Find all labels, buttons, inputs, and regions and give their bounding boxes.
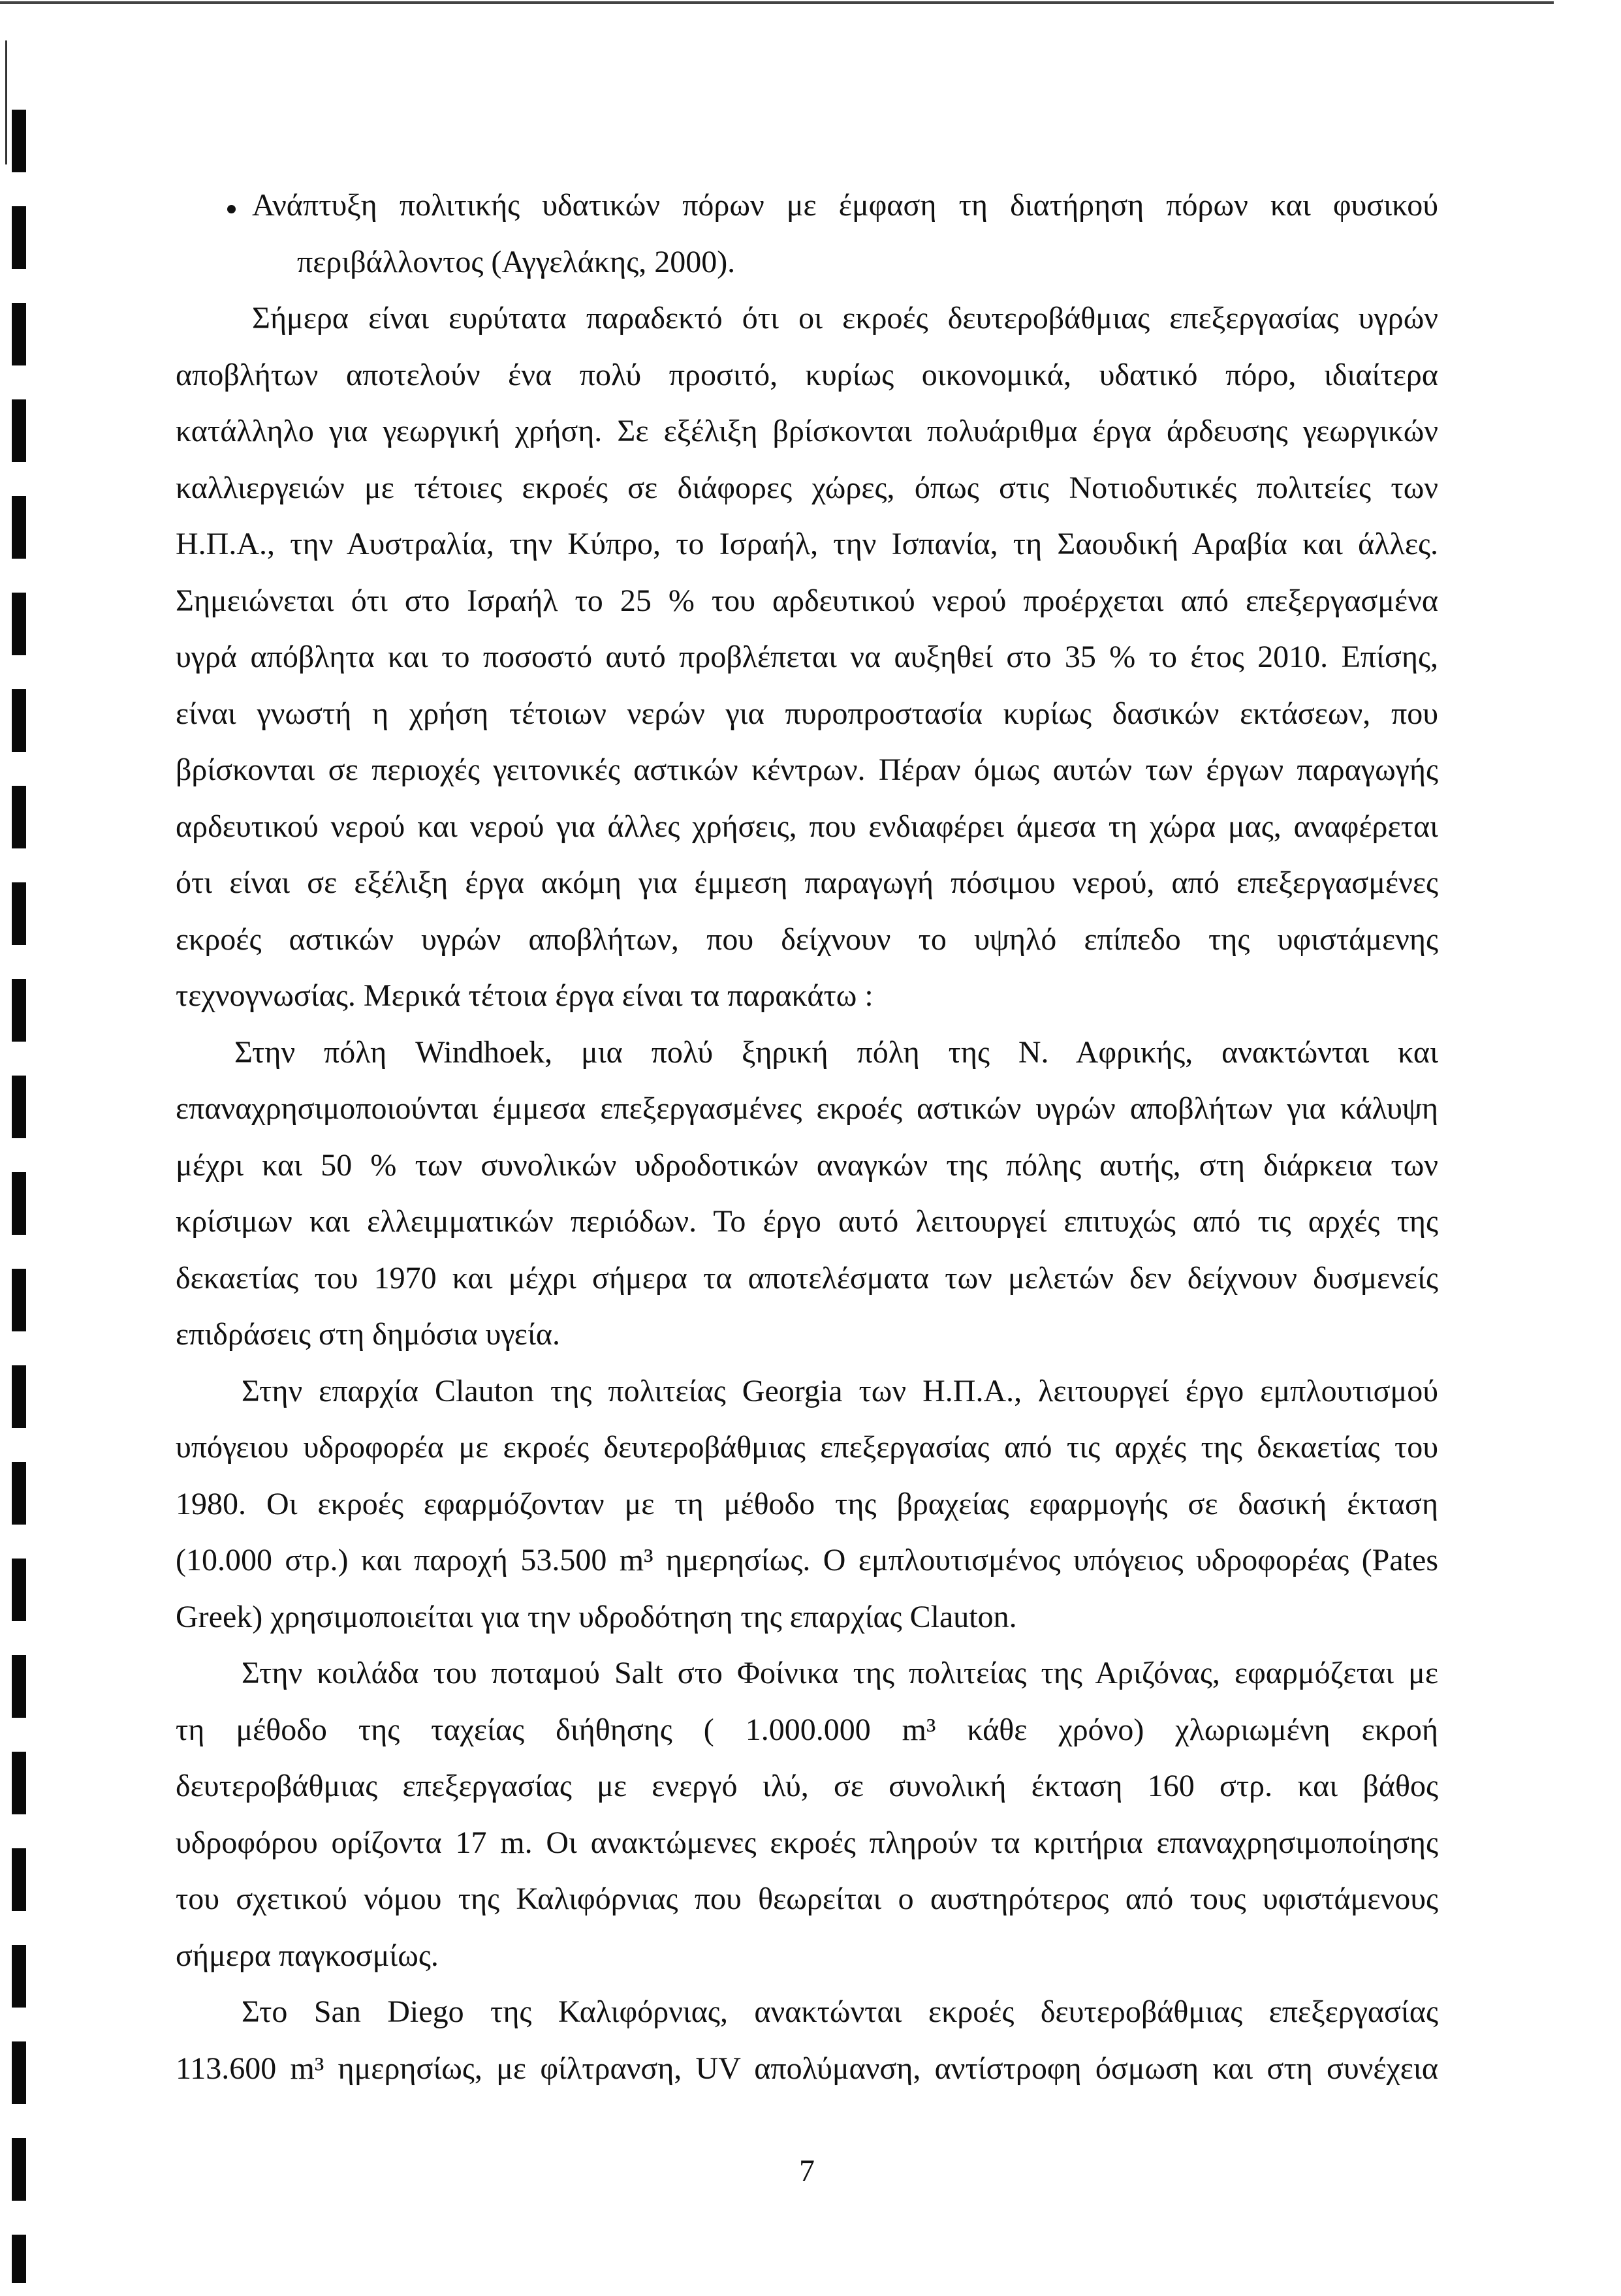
text-line: υπόγειου υδροφορέα με εκροές δευτεροβάθμιας επεξεργασίας από τις αρχές της δεκαετίας του <box>176 1430 1438 1465</box>
page-body <box>176 178 1438 2097</box>
paragraph-san-diego <box>176 1984 1438 2097</box>
paragraph-windhoek <box>176 1025 1438 1363</box>
text-line: εκροές αστικών υγρών αποβλήτων, που δείχνουν το υψηλό επίπεδο της υφιστάμενης <box>176 922 1438 957</box>
text-line: μέχρι και 50 % των συνολικών υδροδοτικών αναγκών της πόλης αυτής, στη διάρκεια των <box>176 1147 1438 1183</box>
text-line: βρίσκονται σε περιοχές γειτονικές αστικών κέντρων. Πέραν όμως αυτών των έργων παραγωγής <box>176 752 1438 787</box>
text-line: Greek) χρησιμοποιείται για την υδροδότηση της επαρχίας Clauton. <box>176 1599 1017 1634</box>
scan-binding-marks <box>12 110 26 2283</box>
page-number: 7 <box>799 2154 815 2188</box>
text-line: 113.600 m³ ημερησίως, με φίλτρανση, UV απολύμανση, αντίστροφη όσμωση και στη συνέχεια <box>176 2051 1438 2086</box>
text-line <box>252 178 1438 234</box>
text-line: Στο San Diego της Καλιφόρνιας, ανακτώνται εκροές δευτεροβάθμιας επεξεργασίας <box>242 1994 1438 2029</box>
text-line: τη μέθοδο της ταχείας διήθησης ( 1.000.000 m³ κάθε χρόνο) χλωριωμένη εκροή <box>176 1712 1438 1747</box>
text-line: του σχετικού νόμου της Καλιφόρνιας που θεωρείται ο αυστηρότερος από τους υφιστάμενους <box>176 1882 1438 1916</box>
text-line: κρίσιμων και ελλειμματικών περιόδων. Το έργο αυτό λειτουργεί επιτυχώς από τις αρχές της <box>176 1204 1438 1239</box>
text-line: Στην κοιλάδα του ποταμού Salt στο Φοίνικα της πολιτείας της Αριζόνας, εφαρμόζεται με <box>242 1656 1438 1690</box>
paragraph-clauton <box>176 1363 1438 1646</box>
text-line: Στην επαρχία Clauton της πολιτείας Georgia των Η.Π.Α., λειτουργεί έργο εμπλουτισμού <box>242 1373 1438 1408</box>
paragraph-reuse-overview <box>176 290 1438 1025</box>
text-line: δευτεροβάθμιας επεξεργασίας με ενεργό ιλύ, σε συνολική έκταση 160 στρ. και βάθος <box>176 1769 1438 1803</box>
text-line: αποβλήτων αποτελούν ένα πολύ προσιτό, κυρίως οικονομικά, υδατικό πόρο, ιδιαίτερα <box>176 357 1438 392</box>
bullet-icon <box>227 205 236 213</box>
text-line: επιδράσεις στη δημόσια υγεία. <box>176 1317 561 1352</box>
text-line: υγρά απόβλητα και το ποσοστό αυτό προβλέπεται να αυξηθεί στο 35 % το έτος 2010. Επίσης, <box>176 640 1438 674</box>
text-line: τεχνογνωσίας. Μερικά τέτοια έργα είναι τα παρακάτω : <box>176 978 873 1013</box>
bullet-item <box>176 178 1438 290</box>
text-line: Στην πόλη Windhoek, μια πολύ ξηρική πόλη της Ν. Αφρικής, ανακτώνται και <box>234 1034 1438 1070</box>
paragraph-salt-river <box>176 1645 1438 1984</box>
text-line: 1980. Οι εκροές εφαρμόζονταν με τη μέθοδο της βραχείας εφαρμογής σε δασική έκταση <box>176 1486 1438 1521</box>
text-line: κατάλληλο για γεωργική χρήση. Σε εξέλιξη βρίσκονται πολυάριθμα έργα άρδευσης γεωργικών <box>176 414 1438 448</box>
text-line: υδροφόρου ορίζοντα 17 m. Οι ανακτώμενες εκροές πληρούν τα κριτήρια επαναχρησιμοποίησης <box>176 1825 1438 1860</box>
text-line: δεκαετίας του 1970 και μέχρι σήμερα τα αποτελέσματα των μελετών δεν δείχνουν δυσμενείς <box>176 1260 1438 1295</box>
text-line: περιβάλλοντος (Αγγελάκης, 2000). <box>297 244 736 279</box>
scan-left-edge-line <box>5 40 7 164</box>
text-line: (10.000 στρ.) και παροχή 53.500 m³ ημερησίως. Ο εμπλουτισμένος υπόγειος υδροφορέας (Pates <box>176 1543 1438 1577</box>
bullet-text: Ανάπτυξη πολιτικής υδατικών πόρων με έμφαση τη διατήρηση πόρων και φυσικού <box>252 188 1438 223</box>
scan-top-edge <box>0 1 1554 4</box>
text-line: καλλιεργειών με τέτοιες εκροές σε διάφορες χώρες, όπως στις Νοτιοδυτικές πολιτείες των <box>176 470 1438 505</box>
text-line: Η.Π.Α., την Αυστραλία, την Κύπρο, το Ισραήλ, την Ισπανία, τη Σαουδική Αραβία και άλλες. <box>176 527 1438 561</box>
text-line: είναι γνωστή η χρήση τέτοιων νερών για πυροπροστασία κυρίως δασικών εκτάσεων, που <box>176 696 1438 731</box>
text-line: Σήμερα είναι ευρύτατα παραδεκτό ότι οι εκροές δευτεροβάθμιας επεξεργασίας υγρών <box>252 301 1438 335</box>
text-line: σήμερα παγκοσμίως. <box>176 1938 439 1973</box>
text-line: αρδευτικού νερού και νερού για άλλες χρήσεις, που ενδιαφέρει άμεσα τη χώρα μας, αναφέρεται <box>176 809 1438 844</box>
text-line: Σημειώνεται ότι στο Ισραήλ το 25 % του αρδευτικού νερού προέρχεται από επεξεργασμένα <box>176 583 1438 618</box>
text-line: επαναχρησιμοποιούνται έμμεσα επεξεργασμένες εκροές αστικών υγρών αποβλήτων για κάλυψη <box>176 1091 1438 1126</box>
text-line: ότι είναι σε εξέλιξη έργα ακόμη για έμμεση παραγωγή πόσιμου νερού, από επεξεργασμένες <box>176 865 1438 900</box>
